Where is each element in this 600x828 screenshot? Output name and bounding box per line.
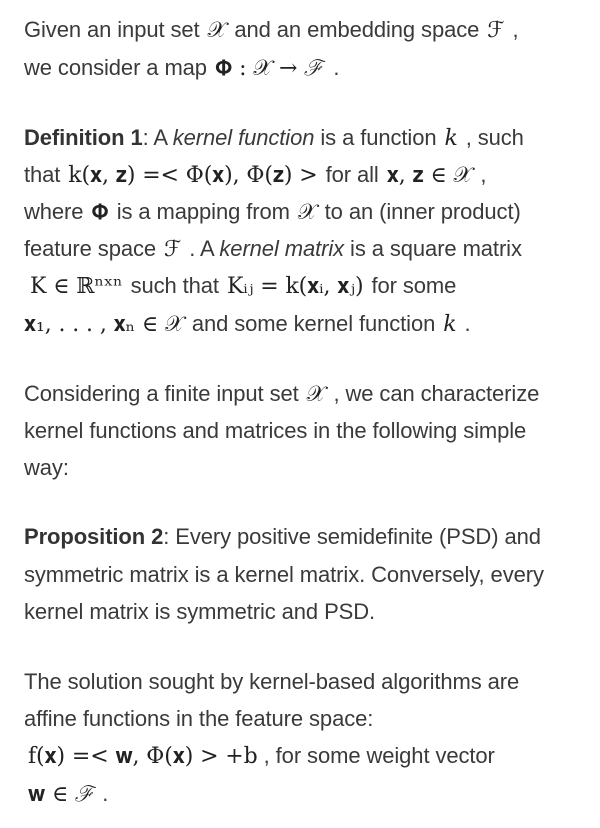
definition-line-2: [24, 161, 486, 190]
proposition-line-3: kernel matrix is symmetric and PSD.: [24, 599, 376, 624]
math-xz-in-x: 𝐱, 𝐳 ∈ 𝒳: [386, 163, 473, 188]
text: and some kernel function: [191, 311, 436, 336]
math-phi: 𝚽: [91, 200, 109, 225]
definition-label: Definition 1: [24, 125, 143, 150]
text: for some: [371, 273, 457, 298]
text: , for some weight vector: [263, 743, 495, 768]
text: ,: [512, 17, 519, 42]
math-k: k: [443, 312, 457, 337]
proposition-label: Proposition 2: [24, 524, 164, 549]
paragraph-intro-line-1: [24, 16, 518, 45]
text: is a mapping from: [116, 199, 290, 224]
math-kernel-def: k(𝐱, 𝐳) =< Φ(𝐱), Φ(𝐳) >: [68, 163, 318, 188]
math-k: k: [444, 126, 458, 151]
math-input-set: 𝒳: [306, 382, 326, 407]
math-feature-space: ℱ: [487, 18, 505, 43]
text: .: [333, 55, 340, 80]
text: and an embedding space: [234, 17, 480, 42]
text: .: [102, 781, 109, 806]
paragraph-finite-line-1: [24, 380, 539, 409]
definition-line-4: [24, 235, 522, 264]
math-w-in-f: 𝐰 ∈ ℱ: [28, 782, 97, 807]
text: where: [24, 199, 84, 224]
math-kij: Kᵢⱼ = k(𝐱ᵢ, 𝐱ⱼ): [226, 274, 364, 299]
text: , such: [465, 125, 524, 150]
math-input-set: 𝒳: [297, 200, 317, 225]
paragraph-intro-line-2: [24, 54, 339, 83]
text: . A: [189, 236, 220, 261]
text: feature space: [24, 236, 157, 261]
text: , we can characterize: [333, 381, 540, 406]
proposition-line-2: symmetric matrix is a kernel matrix. Conversely, every: [24, 562, 544, 587]
math-map: 𝚽 : 𝒳 → ℱ: [214, 56, 326, 81]
paragraph-finite-line-2: kernel functions and matrices in the following simple: [24, 418, 527, 443]
text: that: [24, 162, 61, 187]
text: for all: [325, 162, 379, 187]
paragraph-solution-line-2: affine functions in the feature space:: [24, 706, 374, 731]
paragraph-finite-line-3: way:: [24, 455, 69, 480]
text: is a square matrix: [344, 236, 522, 261]
paragraph-solution-line-1: The solution sought by kernel-based algorithms are: [24, 669, 520, 694]
math-feature-space: ℱ: [164, 237, 182, 262]
text: to an (inner product): [324, 199, 521, 224]
text: Given an input set: [24, 17, 200, 42]
proposition-line-1: [24, 523, 541, 551]
text: such that: [130, 273, 219, 298]
definition-line-5: [24, 272, 456, 301]
text: is a function: [314, 125, 437, 150]
definition-line-6: [24, 310, 471, 339]
text: .: [464, 311, 471, 336]
text: : Every positive semidefinite (PSD) and: [163, 524, 541, 549]
math-input-set: 𝒳: [207, 18, 227, 43]
text: we consider a map: [24, 55, 207, 80]
math-k-in-rnn: K ∈ ℝⁿˣⁿ: [30, 274, 123, 299]
paragraph-solution-line-3: [24, 742, 495, 771]
term-kernel-function: kernel function: [172, 125, 315, 150]
text: : A: [142, 125, 173, 150]
text: ,: [480, 162, 487, 187]
math-affine-function: f(𝐱) =< 𝐰, Φ(𝐱) > +b: [28, 744, 258, 769]
math-x1-xn: 𝐱₁, . . . , 𝐱ₙ ∈ 𝒳: [24, 312, 184, 337]
text: Considering a finite input set: [24, 381, 299, 406]
term-kernel-matrix: kernel matrix: [219, 236, 345, 261]
definition-line-1: [24, 124, 524, 153]
paragraph-solution-line-4: [24, 780, 108, 809]
definition-line-3: [24, 198, 521, 227]
